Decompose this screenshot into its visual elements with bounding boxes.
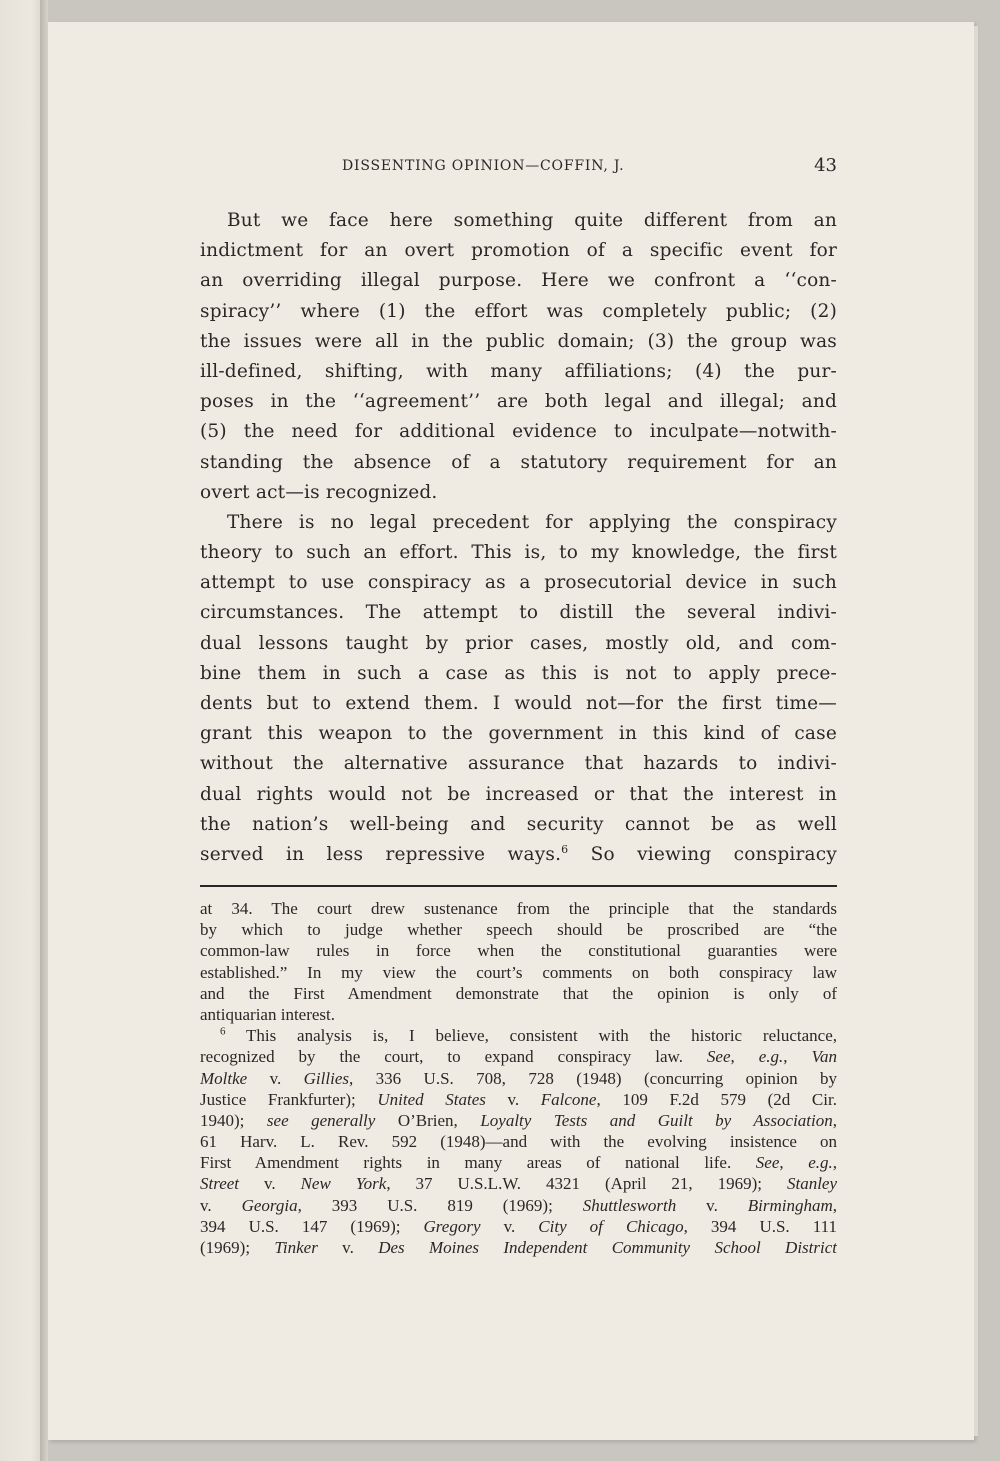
italic-run: Street — [200, 1174, 240, 1194]
text-line: (5) the need for additional evidence to inculpate—notwith- — [200, 421, 837, 443]
footnote-6 — [200, 1025, 837, 1258]
text-run: , — [832, 1110, 837, 1130]
footnote-line: and the First Amendment demonstrate that the opinion is only of — [200, 983, 837, 1003]
text-line — [200, 840, 837, 870]
facing-page-edge — [0, 0, 44, 1461]
footnote-continued — [200, 898, 837, 1025]
text-line: without the alternative assurance that hazards to indivi- — [200, 753, 837, 775]
text-run: , 109 F.2d 579 (2d Cir. — [596, 1089, 837, 1109]
text-run: , — [832, 1153, 837, 1173]
text-run: v. — [247, 1068, 304, 1088]
italic-run: City of Chicago — [538, 1216, 684, 1236]
text-line: the nation’s well-being and security cannot be as well — [200, 813, 837, 835]
footnote-line — [200, 1152, 837, 1173]
italic-run: Stanley — [786, 1174, 837, 1194]
text-run: 1940); — [200, 1110, 267, 1130]
italic-run: Falcone — [540, 1089, 597, 1109]
italic-run: Gillies — [303, 1068, 349, 1088]
footnote-rule — [200, 885, 837, 887]
italic-run: Georgia — [241, 1195, 298, 1215]
text-run: v. — [480, 1216, 539, 1236]
footnote-line: established.” In my view the court’s comments on both conspiracy law — [200, 962, 837, 982]
book-gutter — [40, 0, 48, 1461]
text-line: There is no legal precedent for applying the conspiracy — [227, 511, 837, 533]
italic-run: e.g. — [758, 1047, 784, 1067]
text-line: attempt to use conspiracy as a prosecutorial device in such — [200, 572, 837, 594]
text-run: Justice Frankfurter); — [200, 1089, 378, 1109]
italic-run: New York — [300, 1174, 387, 1194]
italic-run: Tinker — [274, 1238, 318, 1257]
footnote-line — [200, 1237, 837, 1258]
footnotes — [200, 898, 837, 1258]
text-line: theory to such an effort. This is, to my knowledge, the first — [200, 542, 837, 564]
page-number: 43 — [814, 155, 837, 176]
text-line: standing the absence of a statutory requirement for an — [200, 451, 837, 473]
text-line: ill-defined, shifting, with many affiliations; (4) the pur- — [200, 360, 837, 382]
text-run: , — [730, 1047, 759, 1067]
text-line: overt act—is recognized. — [200, 481, 438, 503]
italic-run: Van — [811, 1047, 837, 1067]
text-line: poses in the ‘‘agreement’’ are both legal and illegal; and — [200, 391, 837, 413]
footnote-line: antiquarian interest. — [200, 1004, 336, 1024]
text-run: , — [783, 1047, 812, 1067]
text-line: dual rights would not be increased or that the interest in — [200, 783, 837, 805]
footnote-line — [200, 1173, 837, 1194]
text-line: dual lessons taught by prior cases, mostly old, and com- — [200, 632, 837, 654]
text-run: First Amendment rights in many areas of national life. — [200, 1153, 756, 1173]
footnote-line — [200, 1089, 837, 1110]
text-line: bine them in such a case as this is not to apply prece- — [200, 662, 837, 684]
italic-run: Des Moines Independent Community School District — [378, 1238, 837, 1257]
text-run: O’Brien, — [375, 1110, 481, 1130]
text-run: v. — [239, 1174, 301, 1194]
text-run: v. — [676, 1195, 748, 1215]
italic-run: Loyalty Tests and Guilt by Association — [480, 1110, 833, 1130]
text-run: So viewing conspiracy — [568, 843, 837, 865]
footnote-line: at 34. The court drew sustenance from the principle that the standards — [200, 899, 837, 918]
footnote-line: common-law rules in force when the constitutional guaranties were — [200, 941, 837, 961]
footnote-line — [200, 1068, 837, 1089]
text-line: dents but to extend them. I would not—for the first time— — [200, 693, 837, 714]
footnote-marker: 6 — [220, 1025, 226, 1038]
text-run: , — [779, 1153, 809, 1173]
text-run: (1969); — [200, 1238, 275, 1257]
italic-run: Gregory — [423, 1216, 481, 1236]
italic-run: Shuttlesworth — [582, 1195, 677, 1215]
body-text — [200, 206, 837, 870]
footnote-line — [200, 1216, 837, 1237]
running-title: DISSENTING OPINION—COFFIN, J. — [342, 158, 625, 174]
text-run: , 393 U.S. 819 (1969); — [297, 1195, 583, 1215]
footnote-line: 61 Harv. L. Rev. 592 (1948)—and with the evolving insistence on — [200, 1132, 837, 1152]
text-run: , 37 U.S.L.W. 4321 (April 21, 1969); — [386, 1174, 787, 1194]
text-run: , 336 U.S. 708, 728 (1948) (concurring opinion by — [349, 1068, 837, 1088]
footnote-line — [200, 1195, 837, 1216]
text-run: 394 U.S. 147 (1969); — [200, 1216, 424, 1236]
italic-run: See — [755, 1153, 780, 1173]
footnote-line — [200, 1046, 837, 1067]
text-run: v. — [485, 1089, 541, 1109]
text-run: This analysis is, I believe, consistent with the historic reluctance, — [225, 1026, 837, 1046]
paragraph-1 — [200, 206, 837, 508]
text-run: , 394 U.S. 111 — [683, 1216, 837, 1236]
footnote-reference: 6 — [561, 842, 569, 856]
italic-run: Moltke — [200, 1068, 248, 1088]
footnote-line — [200, 1110, 837, 1131]
text-run: , — [832, 1195, 837, 1215]
text-line: indictment for an overt promotion of a specific event for — [200, 240, 837, 262]
italic-run: See — [706, 1047, 731, 1067]
text-run: recognized by the court, to expand conspiracy law. — [200, 1047, 707, 1067]
footnote-line: by which to judge whether speech should be proscribed are “the — [200, 920, 837, 940]
text-line: grant this weapon to the government in this kind of case — [200, 723, 837, 745]
page-edge — [974, 26, 978, 1436]
italic-run: United States — [377, 1089, 486, 1109]
text-run: v. — [200, 1195, 242, 1215]
text-line: spiracy’’ where (1) the effort was completely public; (2) — [200, 300, 837, 322]
italic-run: e.g. — [808, 1153, 833, 1173]
italic-run: see generally — [266, 1110, 376, 1130]
footnote-line — [200, 1025, 837, 1046]
italic-run: Birmingham — [747, 1195, 833, 1215]
paragraph-2 — [200, 508, 837, 870]
text-run: v. — [317, 1238, 379, 1257]
text-line: an overriding illegal purpose. Here we confront a ‘‘con- — [200, 270, 837, 292]
text-line: the issues were all in the public domain; (3) the group was — [200, 330, 837, 352]
running-head — [200, 156, 837, 180]
text-line: But we face here something quite different from an — [227, 210, 837, 231]
text-line: circumstances. The attempt to distill the several indivi- — [200, 602, 837, 624]
text-run: served in less repressive ways. — [200, 843, 562, 865]
